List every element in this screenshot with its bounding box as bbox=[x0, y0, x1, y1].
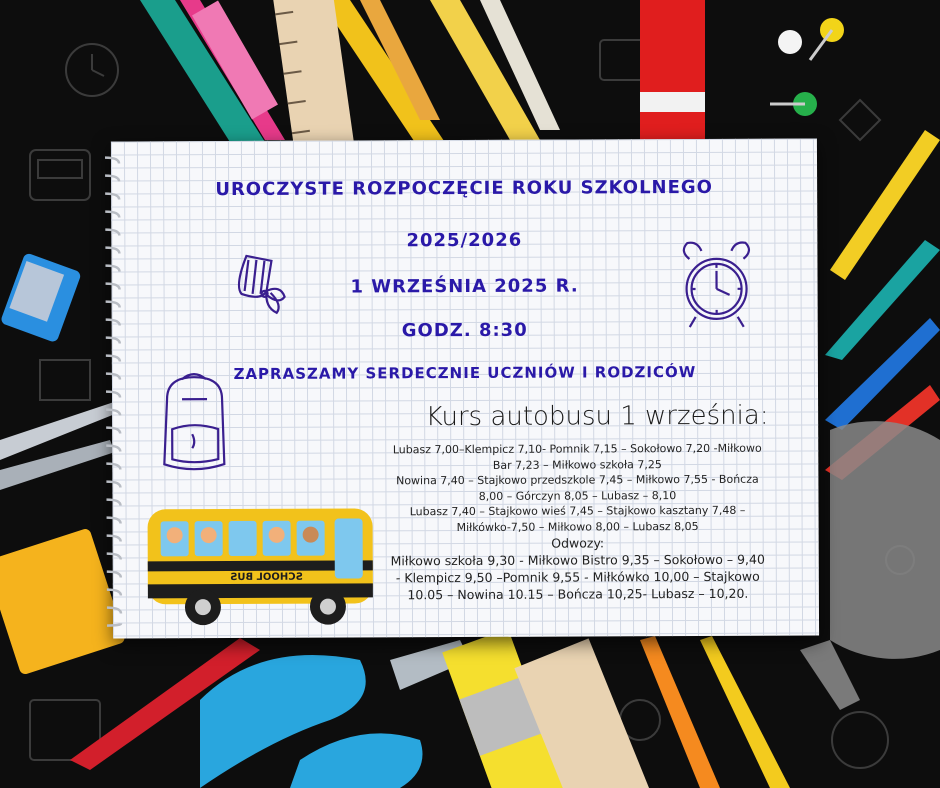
schedule-line: 10.05 – Nowina 10.15 – Bończa 10,25- Lubasz – 10,20. bbox=[407, 585, 749, 603]
schedule-line: 8,00 – Górczyn 8,05 – Lubasz – 8,10 bbox=[478, 488, 677, 503]
schedule-line: Lubasz 7,40 – Stajkowo wieś 7,45 – Stajkowo kasztany 7,48 – bbox=[409, 503, 746, 519]
bus-schedule bbox=[382, 441, 773, 604]
schedule-line: - Klempicz 9,50 –Pomnik 9,55 - Miłkówko 10,00 – Stajkowo bbox=[395, 568, 760, 586]
schedule-line: Miłkówko-7,50 – Miłkowo 8,00 – Lubasz 8,05 bbox=[456, 519, 699, 534]
event-time: GODZ. 8:30 bbox=[401, 319, 528, 342]
alarm-clock-icon bbox=[671, 237, 761, 332]
backpack-icon bbox=[152, 369, 237, 479]
schedule-line: Miłkowo szkoła 9,30 - Miłkowo Bistro 9,35 – Sokołowo – 9,40 bbox=[390, 551, 765, 569]
notebook-page bbox=[111, 138, 819, 638]
school-year: 2025/2026 bbox=[406, 229, 523, 252]
spiral-binding bbox=[101, 149, 127, 629]
event-title: UROCZYSTE ROZPOCZĘCIE ROKU SZKOLNEGO bbox=[215, 176, 713, 201]
event-date: 1 WRZEŚNIA 2025 R. bbox=[350, 275, 579, 298]
schedule-line: Lubasz 7,00–Klempicz 7,10- Pomnik 7,15 – Sokołowo 7,20 -Miłkowo bbox=[392, 441, 762, 457]
bell-icon bbox=[226, 246, 296, 326]
return-label: Odwozy: bbox=[551, 535, 605, 551]
invitation-text: ZAPRASZAMY SERDECZNIE UCZNIÓW I RODZICÓW bbox=[233, 362, 697, 384]
bus-schedule-title: Kurs autobusu 1 września: bbox=[425, 400, 769, 433]
school-bus-illustration bbox=[142, 498, 388, 634]
schedule-line: Bar 7,23 – Miłkowo szkoła 7,25 bbox=[492, 457, 662, 472]
schedule-line: Nowina 7,40 – Stajkowo przedszkole 7,45 – Miłkowo 7,55 - Bończa bbox=[396, 472, 759, 488]
bus-sign: SCHOOL BUS bbox=[230, 571, 303, 584]
